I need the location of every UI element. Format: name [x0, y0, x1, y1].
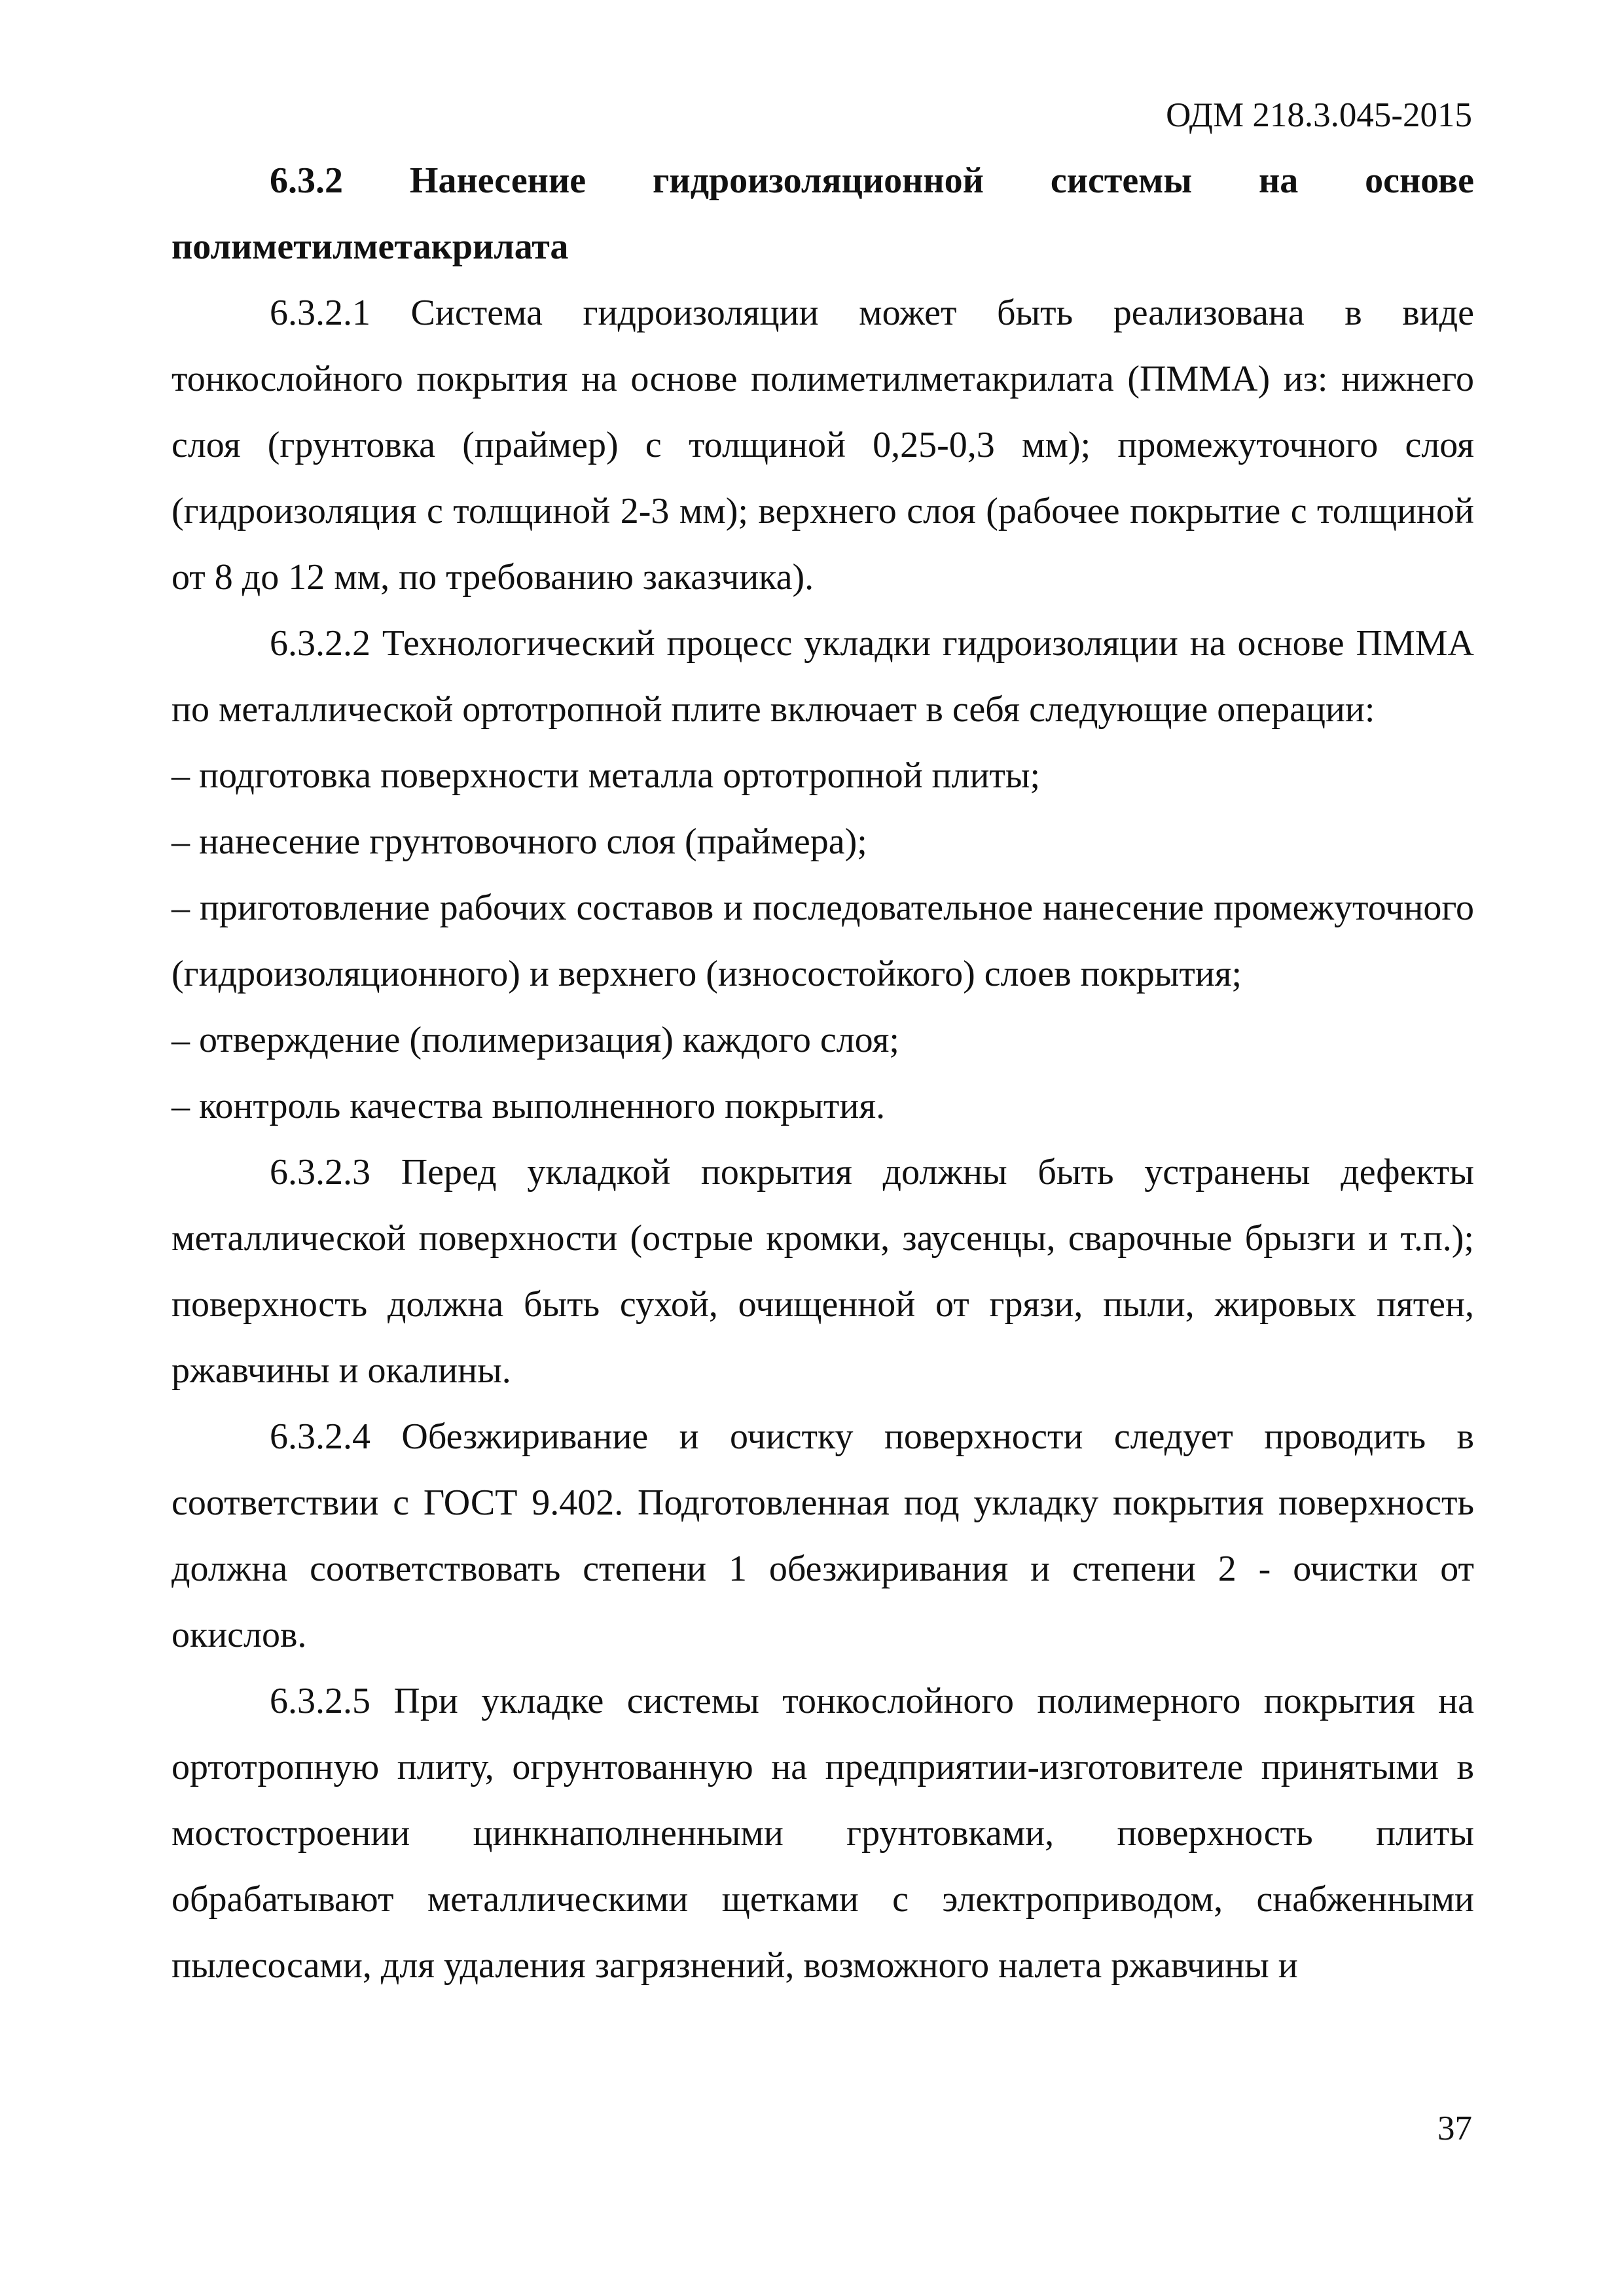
document-body — [171, 148, 1474, 1999]
list-item: – контроль качества выполненного покрытия. — [171, 1086, 886, 1126]
page-number: 37 — [1437, 2109, 1472, 2147]
paragraph-6-3-2-2: 6.3.2.2 Технологический процесс укладки гидроизоляции на основе ПММА по металлической ортотропной плите включает в себя следующие операции: — [171, 623, 1474, 730]
list-item: – приготовление рабочих составов и последовательное нанесение промежуточного (гидроизоляционного) и верхнего (износостойкого) слоев покрытия; — [171, 888, 1474, 994]
document-code: ОДМ 218.3.045-2015 — [1166, 96, 1472, 134]
paragraph-6-3-2-5: 6.3.2.5 При укладке системы тонкослойного полимерного покрытия на ортотропную плиту, огрунтованную на предприятии-изготовителе принятыми в мостостроении цинкнаполненными грунтовками, поверхность плиты обрабатывают металлическими щетками с электроприводом, снабженными пылесосами, для удаления загрязнений, возможного налета ржавчины и — [171, 1681, 1474, 1986]
paragraph-6-3-2-3: 6.3.2.3 Перед укладкой покрытия должны быть устранены дефекты металлической поверхности (острые кромки, заусенцы, сварочные брызги и т.п.); поверхность должна быть сухой, очищенной от грязи, пыли, жировых пятен, ржавчины и окалины. — [171, 1152, 1474, 1391]
paragraph-6-3-2-1: 6.3.2.1 Система гидроизоляции может быть реализована в виде тонкослойного покрытия на основе полиметилметакрилата (ПММА) из: нижнего слоя (грунтовка (праймер) с толщиной 0,25-0,3 мм); промежуточного слоя (гидроизоляция с толщиной 2-3 мм); верхнего слоя (рабочее покрытие с толщиной от 8 до 12 мм, по требованию заказчика). — [171, 293, 1474, 598]
paragraph-6-3-2-4: 6.3.2.4 Обезжиривание и очистку поверхности следует проводить в соответствии с ГОСТ 9.402. Подготовленная под укладку покрытия поверхность должна соответствовать степени 1 обезжиривания и степени 2 - очистки от окислов. — [171, 1416, 1474, 1655]
operations-list — [171, 743, 1474, 1139]
list-item: – нанесение грунтовочного слоя (праймера); — [171, 821, 867, 862]
section-heading: 6.3.2 Нанесение гидроизоляционной системы на основе полиметилметакрилата — [171, 160, 1474, 267]
list-item: – подготовка поверхности металла ортотропной плиты; — [171, 755, 1041, 796]
list-item: – отверждение (полимеризация) каждого слоя; — [171, 1020, 899, 1060]
